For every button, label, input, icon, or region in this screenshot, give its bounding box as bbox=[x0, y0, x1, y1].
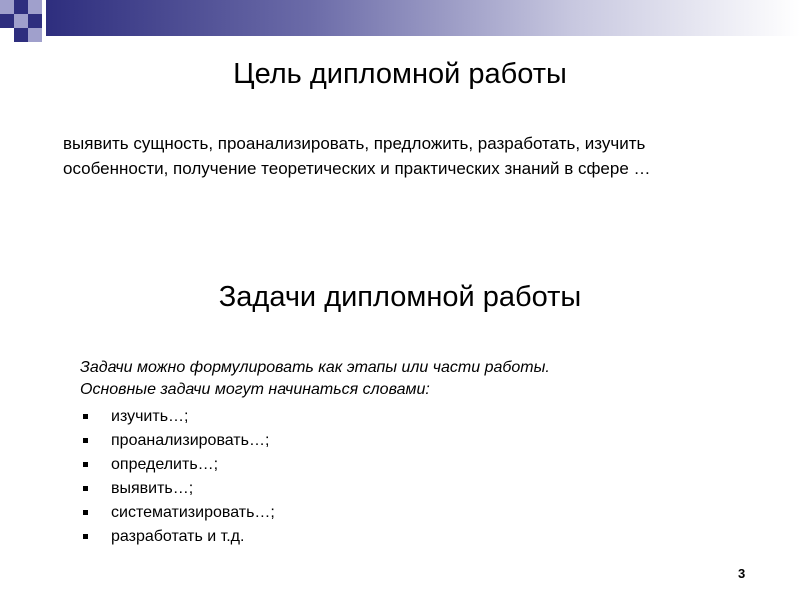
intro-line: Задачи можно формулировать как этапы или части работы. bbox=[80, 359, 550, 376]
bullet-icon bbox=[83, 438, 88, 443]
bullet-icon bbox=[83, 486, 88, 491]
intro-line: Основные задачи могут начинаться словами: bbox=[80, 381, 430, 398]
goal-title: Цель дипломной работы bbox=[233, 58, 567, 90]
task-label: проанализировать…; bbox=[111, 432, 270, 449]
list-item bbox=[83, 525, 275, 549]
tasks-intro bbox=[80, 357, 780, 401]
list-item bbox=[83, 477, 275, 501]
list-item bbox=[83, 453, 275, 477]
bullet-icon bbox=[83, 462, 88, 467]
list-item bbox=[83, 429, 275, 453]
task-label: изучить…; bbox=[111, 408, 189, 425]
task-label: выявить…; bbox=[111, 480, 194, 497]
bullet-icon bbox=[83, 534, 88, 539]
tasks-list bbox=[83, 405, 275, 549]
bullet-icon bbox=[83, 414, 88, 419]
task-label: разработать и т.д. bbox=[111, 528, 245, 545]
goal-text bbox=[63, 131, 783, 181]
page-number: 3 bbox=[738, 566, 746, 581]
list-item bbox=[83, 405, 275, 429]
goal-line: выявить сущность, проанализировать, предложить, разработать, изучить bbox=[63, 134, 646, 153]
list-item bbox=[83, 501, 275, 525]
goal-line: особенности, получение теоретических и практических знаний в сфере … bbox=[63, 159, 651, 178]
task-label: определить…; bbox=[111, 456, 219, 473]
task-label: систематизировать…; bbox=[111, 504, 275, 521]
header-gradient-bar bbox=[46, 0, 800, 36]
tasks-title: Задачи дипломной работы bbox=[218, 281, 582, 313]
bullet-icon bbox=[83, 510, 88, 515]
